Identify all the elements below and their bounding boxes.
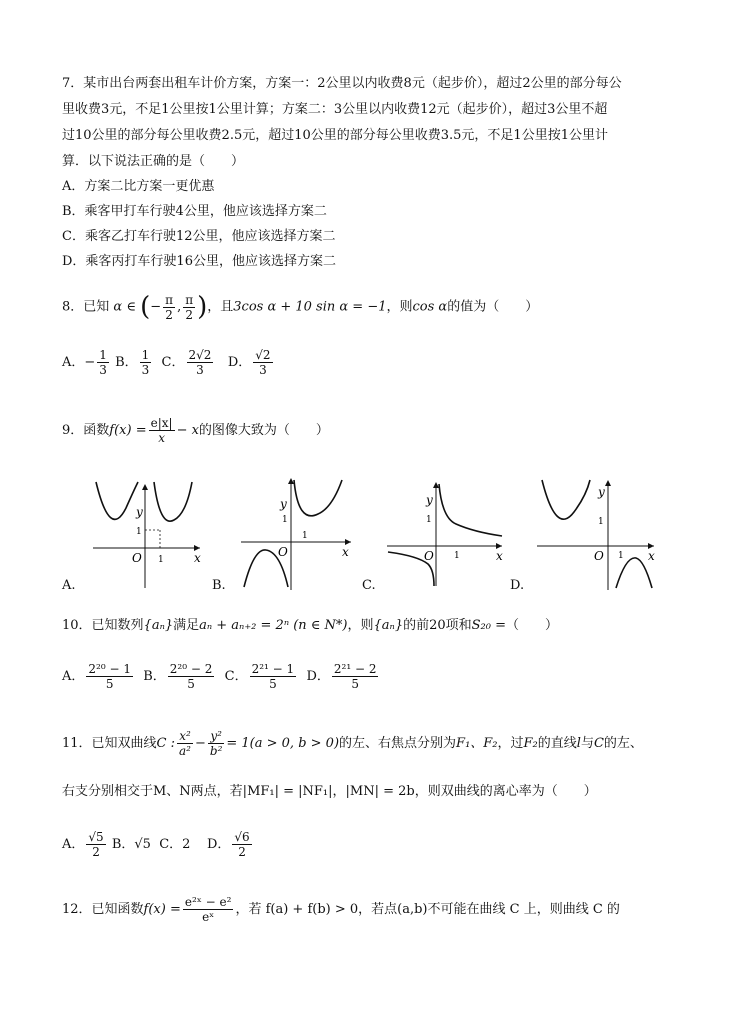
q8-suffix: ，则 bbox=[386, 299, 413, 315]
q11-x2: x² bbox=[177, 729, 193, 744]
q10-seq: {aₙ} bbox=[143, 618, 174, 633]
q8-close-paren: ) bbox=[197, 292, 208, 322]
q12-num: e²ˣ − e² bbox=[184, 895, 232, 909]
graph-c-curve-right bbox=[439, 484, 502, 536]
q9-graph-c bbox=[384, 478, 506, 588]
graph-c-y-label: y bbox=[426, 493, 433, 507]
q11-option-b-label: B． bbox=[111, 837, 135, 852]
q8-option-c-label: C． bbox=[161, 355, 185, 370]
q8-alpha: α bbox=[113, 299, 123, 315]
graph-a-tick-label: 1 bbox=[158, 555, 164, 565]
q9-den: x bbox=[158, 431, 165, 445]
q10-text-a: 10．已知数列 bbox=[62, 618, 144, 633]
q9-fx: f(x) = bbox=[109, 423, 147, 438]
graph-c-tick-label: 1 bbox=[454, 551, 460, 561]
q11-a2: a² bbox=[179, 744, 191, 758]
q8-comma: , bbox=[177, 299, 182, 315]
q8-option-d-den: 3 bbox=[259, 363, 267, 377]
q9-minus-x: − x bbox=[176, 423, 199, 438]
q10-option-b-den: 5 bbox=[187, 677, 195, 691]
q8-option-b-num: 1 bbox=[141, 348, 150, 362]
q7-option-a: A．方案二比方案一更优惠 bbox=[62, 179, 215, 194]
q10-option-b-num: 2²⁰ − 2 bbox=[169, 662, 213, 676]
q10-option-d-num: 2²¹ − 2 bbox=[333, 662, 377, 676]
q9-graph-d-label: D. bbox=[510, 578, 525, 593]
q9-graph-b bbox=[236, 472, 356, 592]
q9-graph-a bbox=[88, 478, 208, 593]
q8-equation: 3cos α + 10 sin α = −1 bbox=[233, 299, 387, 315]
q11-option-a-num: √5 bbox=[88, 830, 104, 844]
q11-eq-tail: = 1(a > 0, b > 0) bbox=[226, 736, 340, 751]
graph-c-x-label: x bbox=[496, 549, 503, 563]
q11-text-1: 的左、右焦点分别为 bbox=[339, 736, 457, 751]
q8-option-c-den: 3 bbox=[196, 363, 204, 377]
q9-graph-b-label: B. bbox=[212, 578, 226, 593]
graph-a-one-label: 1 bbox=[136, 527, 142, 537]
q10-text-d: 的前20项和 bbox=[403, 618, 472, 633]
q10-option-d-label: D． bbox=[306, 669, 330, 684]
graph-d-curve-right bbox=[616, 558, 652, 588]
q9-num: e|x| bbox=[150, 416, 173, 430]
q9-graph-a-label: A. bbox=[62, 578, 76, 593]
graph-b-tick-label: 1 bbox=[302, 531, 308, 541]
q11-option-d-num: √6 bbox=[234, 830, 250, 844]
q10-tail: （ ） bbox=[506, 618, 559, 633]
q9-graph-c-label: C. bbox=[362, 578, 376, 593]
q7-line-3: 过10公里的部分每公里收费2.5元，超过10公里的部分每公里收费3.5元，不足1公里按1公里计 bbox=[62, 128, 608, 143]
q10-option-c-den: 5 bbox=[269, 677, 277, 691]
q11-frac-y bbox=[208, 729, 225, 758]
q12-prefix: 12．已知函数 bbox=[62, 902, 144, 917]
graph-b-curve-right bbox=[294, 480, 342, 516]
graph-d-curve-left bbox=[542, 480, 590, 519]
q10-option-a-frac bbox=[86, 662, 133, 691]
q12-stem bbox=[62, 893, 620, 927]
graph-d-one-label: 1 bbox=[598, 517, 604, 527]
q11-prefix: 11．已知双曲线 bbox=[62, 736, 157, 751]
q11-c: C bbox=[593, 736, 604, 751]
q7-line-4: 算．以下说法正确的是（ ） bbox=[62, 154, 245, 169]
q10-option-a-label: A． bbox=[62, 669, 85, 684]
q11-option-b-value: √5 bbox=[134, 837, 151, 852]
q10-options bbox=[62, 660, 380, 694]
q8-open-paren: ( bbox=[140, 292, 151, 322]
q8-option-a-frac bbox=[97, 348, 109, 377]
graph-c-y-arrow bbox=[433, 482, 439, 488]
q11-text-4: 与 bbox=[580, 736, 594, 751]
graph-b-x-label: x bbox=[342, 545, 349, 559]
q9-prefix: 9．函数 bbox=[62, 423, 110, 438]
graph-c-origin-label: O bbox=[424, 549, 434, 563]
q12-den: eˣ bbox=[202, 910, 215, 924]
q11-option-d-frac bbox=[232, 830, 251, 859]
q8-option-b-label: B． bbox=[115, 355, 138, 370]
q10-stem bbox=[62, 617, 558, 635]
q11-text-3: 的直线 bbox=[537, 736, 577, 751]
q11-stem-2: 右支分别相交于M、N两点，若|MF₁| = |NF₁|，|MN| = 2b，则双曲线的离心率为（ ） bbox=[62, 784, 597, 799]
graph-d-x-label: x bbox=[648, 549, 655, 563]
q8-in-symbol: ∈ bbox=[126, 299, 136, 315]
graph-d-y-arrow bbox=[605, 480, 611, 486]
graph-a-origin-label: O bbox=[132, 551, 142, 565]
q8-mid: ，且 bbox=[207, 299, 234, 315]
q11-f1f2: F₁、F₂ bbox=[456, 736, 498, 751]
graph-a-y-arrow bbox=[142, 484, 148, 490]
q7-line-2: 里收费3元，不足1公里按1公里计算；方案二：3公里以内收费12元（起步价），超过3公里不超 bbox=[62, 102, 608, 117]
graph-b-y-label: y bbox=[280, 497, 287, 511]
q8-minus: − bbox=[150, 299, 162, 315]
q8-two-2: 2 bbox=[185, 307, 193, 322]
q10-text-c: ，则 bbox=[347, 618, 374, 633]
q8-options bbox=[62, 346, 275, 380]
q10-option-d-frac bbox=[332, 662, 379, 691]
q7-option-c: C．乘客乙打车行驶12公里，他应该选择方案二 bbox=[62, 229, 336, 244]
q11-option-d-label: D． bbox=[206, 837, 231, 852]
q9-frac bbox=[149, 416, 175, 445]
q8-pi-2: π bbox=[185, 292, 194, 307]
q8-option-b-frac bbox=[140, 348, 152, 377]
q11-f2: F₂ bbox=[523, 736, 538, 751]
q11-b2: b² bbox=[209, 744, 223, 758]
graph-b-one-label: 1 bbox=[282, 515, 288, 525]
q8-pi-1: π bbox=[165, 292, 174, 307]
q8-option-a-den: 3 bbox=[99, 363, 107, 377]
q11-options bbox=[62, 828, 254, 862]
q8-option-d-frac bbox=[253, 348, 272, 377]
q7-option-b: B．乘客甲打车行驶4公里，他应该选择方案二 bbox=[62, 204, 327, 219]
q10-option-a-den: 5 bbox=[105, 677, 114, 691]
q8-two-1: 2 bbox=[165, 307, 173, 322]
graph-d-y-label: y bbox=[598, 485, 605, 499]
q8-option-b-den: 3 bbox=[141, 363, 150, 377]
graph-a-curve-left bbox=[96, 482, 138, 519]
q8-option-d-num: √2 bbox=[255, 348, 271, 362]
graph-b-y-arrow bbox=[288, 478, 294, 484]
q10-option-c-frac bbox=[250, 662, 297, 691]
q11-option-d-den: 2 bbox=[238, 845, 246, 859]
q8-cos: cos α bbox=[412, 299, 448, 315]
q9-graph-d bbox=[534, 474, 658, 592]
graph-a-y-label: y bbox=[136, 505, 143, 519]
graph-d-origin-label: O bbox=[594, 549, 604, 563]
q11-line-l: l bbox=[576, 736, 581, 751]
graph-d-tick-label: 1 bbox=[618, 551, 624, 561]
q8-frac-left bbox=[163, 293, 175, 322]
q11-y2: y² bbox=[208, 729, 225, 744]
q11-text-5: 的左、 bbox=[603, 736, 643, 751]
q11-curve-name: C : bbox=[156, 736, 176, 751]
q8-stem bbox=[62, 290, 538, 325]
q11-option-a-label: A． bbox=[62, 837, 85, 852]
q8-prefix: 8．已知 bbox=[62, 299, 110, 315]
q11-option-a-frac bbox=[86, 830, 105, 859]
q11-option-c-value: 2 bbox=[182, 837, 191, 852]
q10-option-c-num: 2²¹ − 1 bbox=[251, 662, 295, 676]
q8-option-c-num: 2√2 bbox=[188, 348, 212, 362]
q10-option-d-den: 5 bbox=[351, 677, 359, 691]
q8-tail: 的值为（ ） bbox=[447, 299, 539, 315]
q10-option-b-frac bbox=[168, 662, 215, 691]
q11-stem-1: 11．已知双曲线C : $\frac{\text{x²}}{\text{a²}}$ − $\frac{\text{y²}}{\text{b²}}$ = 1(a > 0, b > 0)的左、右焦点分别为F₁、F₂，过F₂的直线l与C的左、 bbox=[62, 729, 643, 758]
q10-seq-2: {aₙ} bbox=[373, 618, 404, 633]
q8-option-d-label: D． bbox=[227, 355, 252, 370]
q8-option-a-sign: − bbox=[84, 355, 96, 370]
q10-text-b: 满足 bbox=[173, 618, 200, 633]
q10-option-b-label: B． bbox=[143, 669, 166, 684]
q8-frac-right bbox=[183, 293, 195, 322]
q11-frac-x bbox=[177, 729, 193, 758]
q10-equation: aₙ + aₙ₊₂ = 2ⁿ (n ∈ N*) bbox=[199, 618, 348, 633]
graph-a-x-label: x bbox=[194, 551, 201, 565]
q10-s20: S₂₀ = bbox=[471, 618, 506, 633]
q8-option-a-label: A． bbox=[62, 355, 85, 370]
q12-text: ，若 f(a) + f(b) > 0，若点(a,b)不可能在曲线 C 上，则曲线 C 的 bbox=[235, 902, 620, 917]
graph-c-one-label: 1 bbox=[426, 515, 432, 525]
q8-option-c-frac bbox=[187, 348, 214, 377]
q10-option-a-num: 2²⁰ − 1 bbox=[88, 662, 131, 676]
q10-option-c-label: C． bbox=[224, 669, 248, 684]
graph-b-origin-label: O bbox=[278, 545, 288, 559]
q7-option-d: D．乘客丙打车行驶16公里，他应该选择方案二 bbox=[62, 254, 336, 269]
q12-frac bbox=[183, 895, 234, 924]
q8-option-a-num: 1 bbox=[99, 348, 107, 362]
q9-tail: 的图像大致为（ ） bbox=[198, 423, 329, 438]
q11-option-c-label: C． bbox=[159, 837, 183, 852]
q9-stem bbox=[62, 414, 329, 448]
q12-fx: f(x) = bbox=[143, 902, 181, 917]
q11-option-a-den: 2 bbox=[92, 845, 100, 859]
q7-line-1: 7．某市出台两套出租车计价方案，方案一：2公里以内收费8元（起步价），超过2公里的部分每公 bbox=[62, 76, 622, 91]
q11-text-2: ，过 bbox=[497, 736, 524, 751]
graph-a-curve-right bbox=[154, 482, 192, 521]
